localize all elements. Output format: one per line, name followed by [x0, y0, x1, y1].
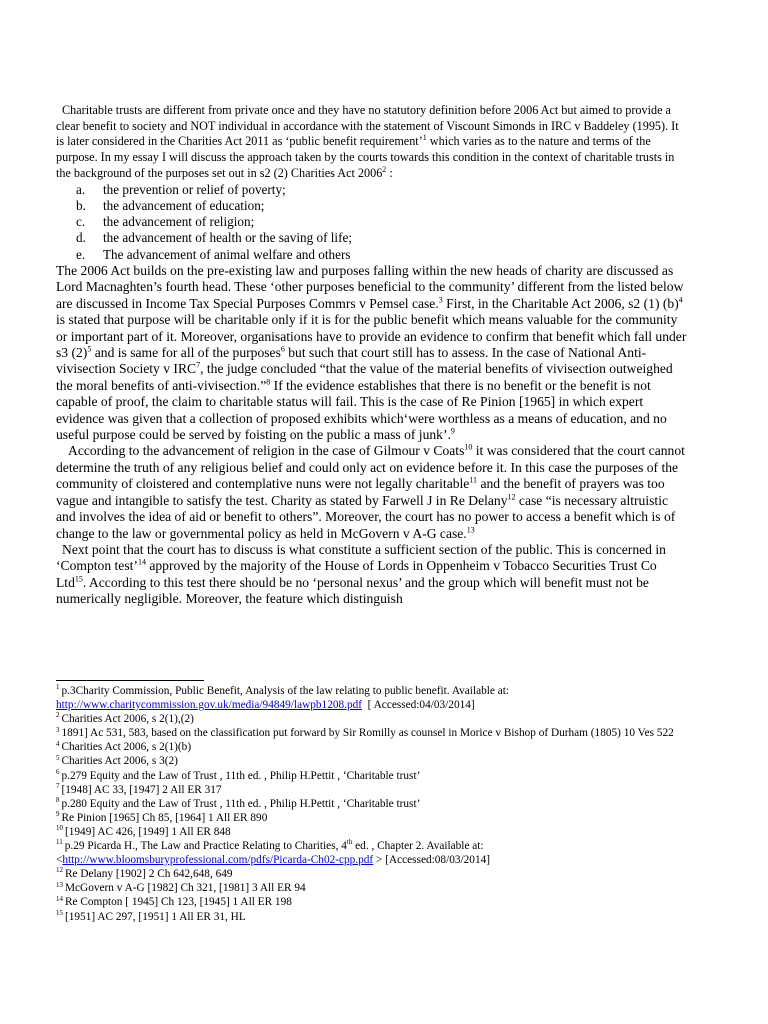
bloomsbury-link[interactable]: http://www.bloomsburyprofessional.com/pdfs/Picarda-Ch02-cpp.pdf [62, 854, 374, 867]
footnote-10 [56, 825, 696, 839]
footnote-ref-6[interactable]: 6 [280, 344, 285, 354]
charity-commission-link[interactable]: http://www.charitycommission.gov.uk/media/94849/lawpb1208.pdf [56, 699, 363, 712]
footnote-ref-12[interactable]: 12 [507, 492, 516, 502]
footnote-text: Charities Act 2006, s 2(1),(2) [61, 713, 194, 726]
footnote-text: > [Accessed:08/03/2014] [373, 854, 491, 867]
footnote-ref-10[interactable]: 10 [464, 442, 473, 452]
p3-text: it was considered that the court cannot determine the truth of any religious belief and could only act on evidence before it. In this case the purposes of the community of cloistered and contemplative nuns were not legally charitable [56, 443, 685, 492]
intro-text-2: which varies as to the nature and terms of the purpose. In my essay I will discuss the approach taken by the courts towards this condition in the context of charitable trusts in the background of the purposes set out in s2 (2) Charities Act 2006 [56, 134, 675, 180]
footnote-4 [56, 740, 696, 754]
footnote-number: 4 [56, 740, 60, 748]
p2-text: , the judge concluded “that the value of the material benefits of vivisection outweighed the moral benefits of anti-vivisection.” [56, 361, 673, 393]
footnote-number: 2 [56, 712, 60, 720]
p3-text: and the benefit of prayers was too vague and intangible to satisfy the test. Charity as stated by Farwell J in Re Delany [56, 476, 665, 508]
paragraph-2 [56, 263, 688, 443]
p2-text: First, in the Charitable Act 2006, s2 (1) (b) [442, 295, 679, 311]
footnote-number: 12 [56, 867, 63, 875]
p2-text: and is same for all of the purposes [91, 345, 281, 361]
footnote-number: 14 [56, 895, 63, 903]
list-marker: d. [76, 230, 86, 246]
intro-paragraph [56, 103, 688, 182]
footnote-text: p.280 Equity and the Law of Trust , 11th ed. , Philip H.Pettit , ‘Charitable trust’ [61, 797, 421, 810]
footnote-number: 8 [56, 796, 60, 804]
list-item-text: the advancement of education; [103, 197, 265, 213]
p2-text: If the evidence establishes that there is no benefit or the benefit is not capable of proof, the claim to charitable status will fail. This is the case of Re Pinion [1965] in which expert evidence was given that a collection of proposed exhibits which‘were worthless as a means of education, and no useful purpose could be served by foisting on the public a mass of junk’. [56, 377, 667, 443]
footnote-number: 7 [56, 782, 60, 790]
footnote-ref-15[interactable]: 15 [74, 574, 83, 584]
footnote-ref-3[interactable]: 3 [438, 295, 443, 305]
footnote-6 [56, 769, 696, 783]
footnote-text: [ Accessed:04/03/2014] [362, 699, 475, 712]
footnote-12 [56, 867, 696, 881]
list-item [76, 247, 688, 263]
footnote-ref-2[interactable]: 2 [382, 164, 387, 174]
intro-text-3: : [386, 165, 393, 180]
list-marker: a. [76, 181, 86, 197]
ordinal-suffix: th [346, 839, 353, 847]
footnote-number: 9 [56, 810, 60, 819]
list-item-text: The advancement of animal welfare and others [103, 246, 351, 262]
list-item [76, 182, 688, 198]
footnote-text: [1949] AC 426, [1949] 1 All ER 848 [65, 825, 231, 838]
footnote-number: 1 [56, 684, 60, 692]
footnote-text: p.279 Equity and the Law of Trust , 11th ed. , Philip H.Pettit , ‘Charitable trust’ [61, 769, 421, 782]
footnote-number: 11 [56, 839, 63, 847]
list-marker: c. [76, 214, 86, 230]
p2-text: The 2006 Act builds on the pre-existing law and purposes falling within the new heads of charity are discussed as Lord Macnaghten’s fourth head. These ‘other purposes beneficial to the community’ different from the listed below are discussed in Income Tax Special Purposes Commrs v Pemsel case. [56, 263, 684, 311]
footnote-number: 3 [56, 726, 60, 734]
list-item-text: the advancement of religion; [103, 214, 255, 230]
footnote-1 [56, 684, 696, 712]
p4-text: . According to this test there should be no ‘personal nexus’ and the group which will benefit must not be numerically negligible. Moreover, the feature which distinguish [56, 574, 649, 607]
footnote-9 [56, 811, 696, 825]
footnote-text: ed. , Chapter 2. Available at: [352, 840, 484, 853]
purposes-list [56, 182, 688, 263]
footnote-separator [56, 680, 204, 681]
footnote-7 [56, 783, 696, 797]
footnote-ref-13[interactable]: 13 [466, 524, 475, 534]
footnote-ref-11[interactable]: 11 [469, 475, 478, 485]
list-marker: e. [76, 246, 86, 262]
footnote-14 [56, 895, 696, 909]
footnote-3 [56, 726, 696, 740]
footnote-text: p.3Charity Commission, Public Benefit, Analysis of the law relating to public benefit. Available at: [61, 685, 510, 697]
list-item [76, 214, 688, 230]
intro-text-1: Charitable trusts are different from private once and they have no statutory definition before 2006 Act but aimed to provide a clear benefit to society and NOT individual in accordance with the statement of Viscount Simonds in IRC v Baddeley (1995). It is later considered in the Charities Act 2011 as ‘public benefit requirement’ [56, 103, 679, 149]
footnote-text: [1951] AC 297, [1951] 1 All ER 31, HL [65, 910, 246, 923]
footnote-text: p.29 Picarda H., The Law and Practice Relating to Charities, 4 [64, 840, 347, 853]
footnote-15 [56, 910, 696, 924]
list-item [76, 198, 688, 214]
footnote-text: Re Pinion [1965] Ch 85, [1964] 1 All ER 890 [61, 811, 268, 824]
footnote-number: 15 [56, 909, 63, 917]
p3-text: According to the advancement of religion in the case of Gilmour v Coats [68, 443, 465, 459]
list-item [76, 230, 688, 246]
footnote-text: McGovern v A-G [1982] Ch 321, [1981] 3 All ER 94 [65, 882, 306, 895]
p2-text: is stated that purpose will be charitable only if it is for the public benefit which means valuable for the community or important part of it. Moreover, organisations have to provide an evidence to confirm that benefit which fall under s3 (2) [56, 312, 687, 361]
list-marker: b. [76, 197, 86, 213]
footnote-number: 10 [56, 824, 63, 833]
footnote-ref-1[interactable]: 1 [422, 133, 427, 143]
p2-text: but such that court still has to assess. In the case of National Anti-vivisection Society v IRC [56, 345, 647, 377]
essay-body [56, 103, 688, 608]
footnote-text: 1891] Ac 531, 583, based on the classification put forward by Sir Romilly as counsel in Morice v Bishop of Durham (1805) 10 Ves 522 [61, 727, 674, 740]
p3-text: case “is necessary altruistic and involves the idea of aid or benefit to others”. Moreover, the court has no power to access a benefit which is of change to the law or governmental policy as held in McGovern v A-G case. [56, 492, 676, 541]
footnote-ref-5[interactable]: 5 [87, 344, 92, 354]
footnote-text: Re Compton [ 1945] Ch 123, [1945] 1 All ER 198 [65, 896, 292, 909]
footnotes-section [56, 684, 696, 924]
footnote-text: [1948] AC 33, [1947] 2 All ER 317 [61, 783, 222, 796]
p4-text: Next point that the court has to discuss is what constitute a sufficient section of the public. This is concerned in ‘Compton test’ [56, 541, 666, 574]
footnote-ref-8[interactable]: 8 [266, 377, 271, 387]
footnote-text: Re Delany [1902] 2 Ch 642,648, 649 [65, 868, 233, 881]
paragraph-3 [56, 443, 688, 541]
footnote-2 [56, 712, 696, 726]
list-item-text: the advancement of health or the saving of life; [103, 230, 353, 246]
list-item-text: the prevention or relief of poverty; [103, 181, 286, 197]
footnote-11 [56, 839, 696, 867]
footnote-ref-14[interactable]: 14 [137, 557, 146, 567]
footnote-8 [56, 797, 696, 811]
footnote-text: Charities Act 2006, s 2(1)(b) [61, 741, 192, 754]
footnote-5 [56, 754, 696, 768]
footnote-number: 6 [56, 768, 60, 776]
footnote-ref-9[interactable]: 9 [450, 426, 455, 436]
footnote-number: 5 [56, 754, 60, 762]
p4-text: approved by the majority of the House of Lords in Oppenheim v Tobacco Securities Trust Co Ltd [56, 558, 657, 590]
footnote-text: Charities Act 2006, s 3(2) [61, 755, 178, 768]
footnote-13 [56, 881, 696, 895]
footnote-ref-4[interactable]: 4 [678, 295, 683, 305]
paragraph-4 [56, 542, 688, 608]
footnote-number: 13 [56, 881, 63, 889]
footnote-ref-7[interactable]: 7 [196, 360, 201, 370]
footnote-text: < [56, 854, 63, 867]
